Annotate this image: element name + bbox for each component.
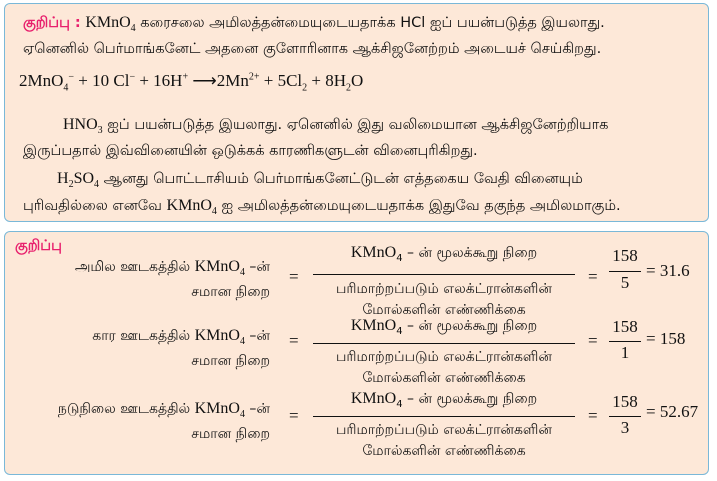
note-line-1-text: கரைசலை அமிலத்தன்மையுடையதாக்க HCl ஐப் பயன்படுத்த இயலாது.	[135, 15, 605, 31]
eq-sub: 2	[302, 82, 308, 94]
equivalent-mass-row-basic	[5, 319, 710, 399]
row-medium-label	[75, 258, 270, 277]
kmno4-sub: 4	[211, 206, 217, 218]
kmno4-sub: 4	[130, 23, 136, 35]
permanganate-chloride-equation	[19, 71, 364, 94]
numerator-text: – ன் மூலக்கூறு நிறை	[402, 391, 538, 407]
equivalent-mass-row-acidic	[5, 244, 710, 324]
note-label: குறிப்பு :	[23, 15, 81, 31]
kmno4-text: KMnO	[350, 244, 397, 261]
denominator-line-2: மோல்களின் எண்ணிக்கை	[362, 443, 526, 459]
eq-term-h: + 16H	[135, 71, 183, 90]
eq-term-cl: + 10 Cl	[74, 71, 130, 90]
fraction-denominator	[313, 420, 575, 462]
kmno4-text: KMnO	[194, 400, 240, 417]
fraction-bar	[313, 416, 575, 417]
eq-sup: −	[129, 71, 136, 83]
h2so4-line-1-text: ஆனது பொட்டாசியம் பெர்மாங்கனேட்டுடன் எத்தகைய வேதி வினையும்	[99, 171, 583, 187]
fraction-numerator	[313, 390, 575, 409]
h2so4-text-h: H	[57, 170, 69, 187]
note-label: குறிப்பு	[15, 238, 62, 254]
hno3-line-2: இருப்பதால் இவ்வினையின் ஒடுக்கக் காரணிகளுடன் வினைபுரிகிறது.	[23, 143, 478, 159]
equivalent-mass-row-neutral	[5, 390, 710, 470]
note-box-acid-choice	[4, 3, 709, 222]
numeric-numerator: 158	[612, 246, 638, 265]
equals-sign: =	[588, 331, 598, 350]
equivalent-mass-label: சமான நிறை	[191, 284, 270, 300]
eq-term-mno4: 2MnO	[19, 71, 64, 90]
kmno4-text: KMnO	[194, 258, 240, 275]
row-medium-label	[58, 400, 270, 419]
note-line-1	[23, 14, 605, 33]
equals-sign: =	[588, 267, 598, 286]
kmno4-text: KMnO	[350, 390, 397, 407]
kmno4-sub: 4	[396, 325, 403, 337]
equals-sign: =	[588, 406, 598, 425]
h2so4-line-2-start: புரிவதில்லை எனவே	[23, 198, 167, 214]
equals-sign: =	[289, 331, 299, 350]
result-value: = 158	[646, 329, 686, 348]
suffix-text: –ன்	[244, 401, 270, 417]
h2so4-text-so: SO	[73, 170, 95, 187]
hno3-line-1	[63, 116, 608, 135]
kmno4-sub: 4	[239, 336, 245, 348]
eq-sub: 2	[346, 82, 352, 94]
eq-term-o: O	[351, 71, 364, 90]
equivalent-mass-label: சமான நிறை	[191, 426, 270, 442]
equivalent-mass-label: சமான நிறை	[191, 353, 270, 369]
medium-text: அமில ஊடகத்தில்	[74, 259, 195, 275]
suffix-text: –ன்	[244, 328, 270, 344]
hno3-line-1-text: ஐப் பயன்படுத்த இயலாது. ஏனெனில் இது வலிமையான ஆக்சிஜனேற்றியாக	[102, 117, 609, 133]
kmno4-text: KMnO	[350, 317, 397, 334]
kmno4-sub: 4	[396, 252, 403, 264]
fraction-denominator	[313, 279, 575, 321]
denominator-line-1: பரிமாற்றப்படும் எலக்ட்ரான்களின்	[336, 422, 552, 438]
eq-sub: 4	[63, 82, 69, 94]
numerator-text: – ன் மூலக்கூறு நிறை	[402, 245, 538, 261]
kmno4-sub: 4	[396, 398, 403, 410]
kmno4-sub: 4	[239, 409, 245, 421]
equals-sign: =	[289, 267, 299, 286]
equals-sign: =	[289, 406, 299, 425]
numeric-denominator: 1	[620, 343, 630, 362]
numerator-text: – ன் மூலக்கூறு நிறை	[402, 318, 538, 334]
hno3-sub: 3	[97, 125, 103, 137]
medium-text: கார ஊடகத்தில்	[92, 328, 195, 344]
result-value: = 52.67	[646, 402, 699, 421]
hno3-text: HNO	[63, 116, 98, 133]
fraction-bar	[313, 274, 575, 275]
eq-sup: −	[68, 71, 75, 83]
eq-term-h2o: + 8H	[307, 71, 347, 90]
numeric-denominator: 5	[620, 273, 630, 292]
suffix-text: –ன்	[244, 259, 270, 275]
eq-sup: 2+	[248, 71, 260, 83]
kmno4-formula	[85, 14, 136, 35]
numeric-numerator: 158	[612, 317, 638, 336]
h2so4-line-2-end: ஐ அமிலத்தன்மையுடையதாக்க இதுவே தகுந்த அமிலமாகும்.	[216, 198, 621, 214]
medium-text: நடுநிலை ஊடகத்தில்	[57, 401, 195, 417]
h2so4-line-2	[23, 197, 621, 216]
kmno4-text: KMnO	[194, 327, 240, 344]
fraction-denominator	[313, 347, 575, 389]
eq-term-cl2: + 5Cl	[259, 71, 303, 90]
denominator-line-1: பரிமாற்றப்படும் எலக்ட்ரான்களின்	[336, 281, 552, 297]
denominator-line-2: மோல்களின் எண்ணிக்கை	[362, 370, 526, 386]
h2so4-sub: 4	[94, 179, 100, 191]
h2so4-line-1	[57, 170, 583, 189]
fraction-bar	[313, 343, 575, 344]
numeric-numerator: 158	[612, 392, 638, 411]
denominator-line-2: மோல்களின் எண்ணிக்கை	[362, 302, 526, 318]
numeric-fraction-bar	[609, 416, 641, 417]
reaction-arrow-icon: ⟶	[188, 71, 217, 90]
fraction-numerator	[313, 244, 575, 263]
eq-term-mn: 2Mn	[216, 71, 249, 90]
result-value: = 31.6	[646, 261, 690, 280]
note-box-equivalent-mass	[4, 231, 709, 475]
numeric-fraction-bar	[609, 341, 641, 342]
h2so4-sub: 2	[68, 179, 74, 191]
denominator-line-1: பரிமாற்றப்படும் எலக்ட்ரான்களின்	[336, 349, 552, 365]
numeric-denominator: 3	[620, 418, 630, 437]
kmno4-sub: 4	[239, 267, 245, 279]
kmno4-text: KMnO	[85, 14, 131, 31]
note-line-2: ஏனெனில் பெர்மாங்கனேட் அதனை குளோரினாக ஆக்சிஜனேற்றம் அடையச் செய்கிறது.	[23, 41, 602, 57]
fraction-numerator	[313, 317, 575, 336]
kmno4-text: KMnO	[166, 197, 212, 214]
eq-sup: +	[182, 71, 189, 83]
numeric-fraction-bar	[609, 271, 641, 272]
row-medium-label	[92, 327, 270, 346]
